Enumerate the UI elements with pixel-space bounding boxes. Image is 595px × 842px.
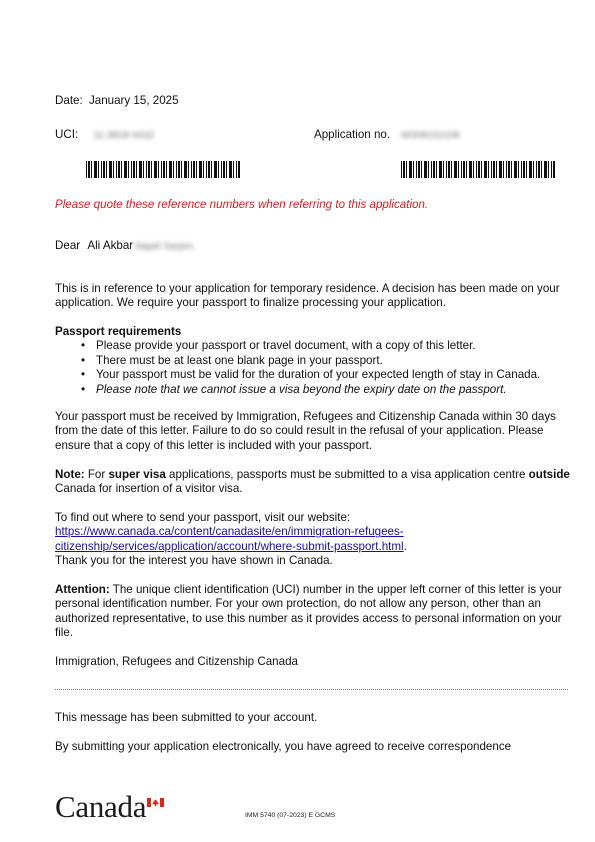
uci-value-redacted: 11-3818-4432: [93, 130, 155, 141]
note-paragraph: [55, 468, 575, 497]
recipient-name-redacted: Najafi Sarpiri,: [135, 241, 196, 252]
maple-leaf-flag-icon: [147, 798, 164, 807]
date-line: [55, 94, 179, 108]
list-item: • Your passport must be valid for the duration of your expected length of stay in Canada.: [96, 368, 575, 382]
form-code: IMM 5740 (07-2023) E GCMS: [245, 812, 336, 819]
signature: Immigration, Refugees and Citizenship Canada: [55, 655, 298, 668]
website-paragraph: [55, 511, 569, 554]
note-text: Canada for insertion of a visitor visa.: [55, 482, 243, 496]
application-value-redacted: W308152108: [401, 130, 460, 141]
dear-label: Dear: [55, 239, 81, 252]
passport-requirements: [55, 325, 575, 397]
application-barcode: [401, 161, 556, 178]
list-item: • Please provide your passport or travel document, with a copy of this letter.: [96, 339, 575, 353]
salutation: [55, 239, 195, 254]
super-visa-emphasis: super visa: [108, 468, 166, 481]
attention-paragraph: [55, 583, 575, 641]
note-text: For: [84, 468, 109, 481]
note-label: Note:: [55, 468, 85, 481]
list-item: • Please note that we cannot issue a visa beyond the expiry date on the passport.: [96, 383, 575, 397]
recipient-name: Ali Akbar: [87, 239, 134, 252]
canada-wordmark: Canada: [55, 789, 147, 824]
thanks-line: Thank you for the interest you have shown in Canada.: [55, 554, 333, 567]
date-value: January 15, 2025: [88, 94, 179, 107]
electronic-message: By submitting your application electronically, you have agreed to receive correspondence: [55, 740, 512, 753]
where-submit-passport-link[interactable]: https://www.canada.ca/content/canadasite/en/immigration-refugees-citizenship/services/application/account/where-submit-passport.html: [55, 525, 404, 553]
dotted-divider: [55, 689, 568, 690]
website-end: .: [403, 539, 407, 553]
requirements-heading: Passport requirements: [55, 325, 182, 338]
requirements-list: [55, 339, 575, 397]
uci-label: UCI:: [55, 128, 79, 141]
uci-barcode: [86, 161, 240, 178]
attention-text: The unique client identification (UCI) number in the upper left corner of this letter is your personal identification number. For your own protection, do not allow any person, other than an authorized representative, to use this number as it provides access to personal information on your file.: [55, 583, 562, 640]
application-label: Application no.: [314, 128, 391, 141]
date-label: Date:: [55, 94, 83, 107]
list-item: • There must be at least one blank page in your passport.: [96, 354, 575, 368]
submitted-message: This message has been submitted to your account.: [55, 711, 318, 724]
received-paragraph: Your passport must be received by Immigration, Refugees and Citizenship Canada within 30 days from the date of this letter. Failure to do so could result in the refusal of your application. Please ensure that a copy of this letter is included with your passport.: [55, 410, 556, 452]
note-text: applications, passports must be submitted to a visa application centre: [165, 468, 529, 481]
intro-paragraph: This is in reference to your application for temporary residence. A decision has been made on your application. We require your passport to finalize processing your application.: [55, 282, 560, 310]
attention-label: Attention:: [55, 583, 110, 596]
website-text: To find out where to send your passport, visit our website:: [55, 511, 351, 524]
quote-notice: Please quote these reference numbers when referring to this application.: [55, 198, 429, 211]
outside-emphasis: outside: [528, 468, 570, 481]
application-line: [314, 128, 460, 143]
uci-line: [55, 128, 154, 143]
